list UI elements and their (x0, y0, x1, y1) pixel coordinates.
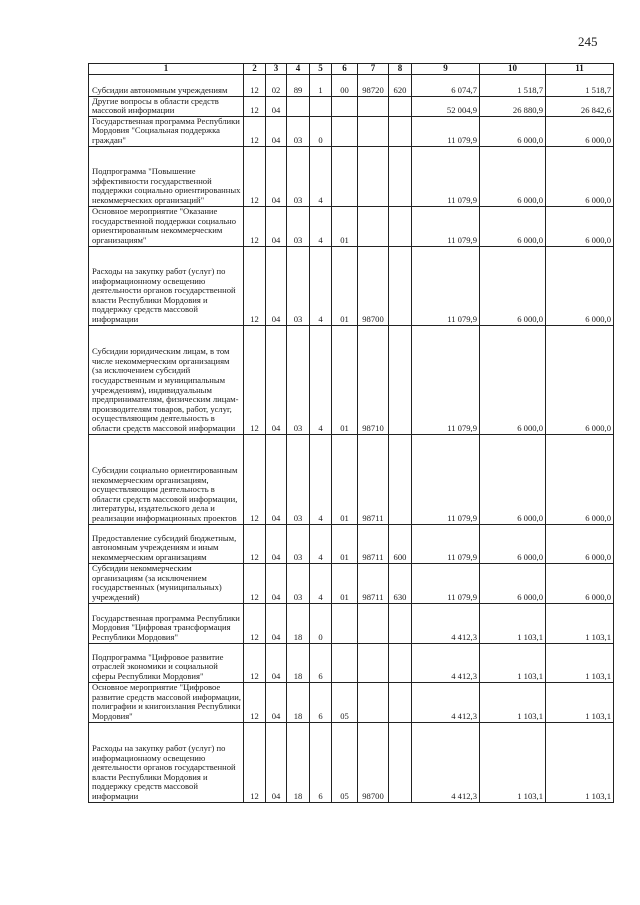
code-section: 12 (244, 206, 266, 246)
column-header: 7 (358, 64, 389, 75)
column-header: 10 (480, 64, 546, 75)
amount-col-9: 11 079,9 (412, 563, 480, 603)
table-row (89, 434, 614, 524)
amount-col-10: 26 880,9 (480, 96, 546, 116)
code-program: 18 (287, 722, 310, 802)
amount-col-9: 4 412,3 (412, 722, 480, 802)
code-section: 12 (244, 603, 266, 643)
code-subprogram: 1 (310, 74, 332, 96)
amount-col-10: 6 000,0 (480, 206, 546, 246)
amount-col-9: 11 079,9 (412, 434, 480, 524)
row-description: Расходы на закупку работ (услуг) по информационному освещению деятельности органов государственной власти Республики Мордовия и поддержку средств массовой информации (89, 246, 244, 325)
amount-col-10: 1 103,1 (480, 722, 546, 802)
row-description: Основное мероприятие "Цифровое развитие средств массовой информации, полиграфии и книгоизлания Республики Мордовия" (89, 682, 244, 722)
code-subsection: 04 (266, 643, 287, 682)
code-measure (332, 146, 358, 206)
table-row (89, 682, 614, 722)
amount-col-10: 6 000,0 (480, 434, 546, 524)
amount-col-10: 6 000,0 (480, 325, 546, 434)
code-subsection: 04 (266, 96, 287, 116)
code-direction (358, 682, 389, 722)
code-expense-type: 620 (389, 74, 412, 96)
column-header: 11 (546, 64, 614, 75)
code-program: 03 (287, 206, 310, 246)
amount-col-10: 1 103,1 (480, 603, 546, 643)
code-measure: 01 (332, 434, 358, 524)
amount-col-9: 52 004,9 (412, 96, 480, 116)
row-description: Подпрограмма "Цифровое развитие отраслей экономики и социальной сферы Республики Мордовия" (89, 643, 244, 682)
code-expense-type (389, 722, 412, 802)
row-description: Предоставление субсидий бюджетным, автономным учреждениям и иным некоммерческим организациям (89, 524, 244, 563)
code-expense-type (389, 643, 412, 682)
code-measure: 01 (332, 325, 358, 434)
amount-col-10: 6 000,0 (480, 246, 546, 325)
code-expense-type (389, 246, 412, 325)
column-header: 3 (266, 64, 287, 75)
amount-col-9: 11 079,9 (412, 206, 480, 246)
code-section: 12 (244, 116, 266, 146)
code-direction: 98711 (358, 434, 389, 524)
code-section: 12 (244, 246, 266, 325)
code-section: 12 (244, 643, 266, 682)
table-row (89, 325, 614, 434)
amount-col-11: 6 000,0 (546, 246, 614, 325)
code-direction: 98711 (358, 524, 389, 563)
code-measure (332, 643, 358, 682)
table-row (89, 524, 614, 563)
amount-col-9: 6 074,7 (412, 74, 480, 96)
amount-col-9: 11 079,9 (412, 116, 480, 146)
code-subprogram: 4 (310, 563, 332, 603)
code-direction (358, 146, 389, 206)
amount-col-11: 1 518,7 (546, 74, 614, 96)
code-program: 03 (287, 434, 310, 524)
code-subsection: 04 (266, 524, 287, 563)
code-subsection: 04 (266, 116, 287, 146)
amount-col-11: 6 000,0 (546, 116, 614, 146)
code-direction: 98720 (358, 74, 389, 96)
code-subprogram: 6 (310, 643, 332, 682)
code-program: 03 (287, 325, 310, 434)
code-subsection: 04 (266, 434, 287, 524)
row-description: Основное мероприятие "Оказание государственной поддержки социально ориентированным некоммерческим организациям" (89, 206, 244, 246)
page-number: 245 (578, 34, 598, 49)
table-row (89, 206, 614, 246)
code-subprogram: 4 (310, 524, 332, 563)
code-direction (358, 206, 389, 246)
amount-col-9: 4 412,3 (412, 643, 480, 682)
code-direction (358, 603, 389, 643)
code-subsection: 04 (266, 682, 287, 722)
code-program (287, 96, 310, 116)
amount-col-11: 6 000,0 (546, 206, 614, 246)
amount-col-9: 4 412,3 (412, 682, 480, 722)
code-measure: 01 (332, 246, 358, 325)
code-subprogram: 6 (310, 722, 332, 802)
table-row (89, 722, 614, 802)
code-expense-type (389, 682, 412, 722)
code-measure: 01 (332, 524, 358, 563)
row-description: Субсидии социально ориентированным некоммерческим организациям, осуществляющим деятельность в области средств массовой информации, литературы, издательского дела и реализации информационных проектов (89, 434, 244, 524)
code-measure (332, 116, 358, 146)
code-measure: 05 (332, 682, 358, 722)
code-section: 12 (244, 146, 266, 206)
code-subprogram: 4 (310, 325, 332, 434)
code-measure: 00 (332, 74, 358, 96)
code-subprogram: 4 (310, 246, 332, 325)
budget-table (88, 63, 614, 803)
row-description: Подпрограмма "Повышение эффективности государственной поддержки социально ориентированных некоммерческих организаций" (89, 146, 244, 206)
amount-col-10: 1 518,7 (480, 74, 546, 96)
code-expense-type (389, 116, 412, 146)
code-subsection: 04 (266, 563, 287, 603)
column-header: 2 (244, 64, 266, 75)
amount-col-11: 6 000,0 (546, 524, 614, 563)
amount-col-11: 1 103,1 (546, 682, 614, 722)
amount-col-10: 1 103,1 (480, 682, 546, 722)
code-section: 12 (244, 524, 266, 563)
table-header-row (89, 64, 614, 75)
code-section: 12 (244, 96, 266, 116)
code-expense-type (389, 603, 412, 643)
amount-col-11: 26 842,6 (546, 96, 614, 116)
code-section: 12 (244, 325, 266, 434)
code-program: 03 (287, 146, 310, 206)
code-section: 12 (244, 722, 266, 802)
table-row (89, 96, 614, 116)
amount-col-10: 1 103,1 (480, 643, 546, 682)
row-description: Другие вопросы в области средств массовой информации (89, 96, 244, 116)
amount-col-11: 6 000,0 (546, 146, 614, 206)
code-expense-type (389, 434, 412, 524)
code-expense-type (389, 146, 412, 206)
code-program: 03 (287, 246, 310, 325)
table-row (89, 146, 614, 206)
code-subprogram: 4 (310, 206, 332, 246)
code-subprogram: 4 (310, 434, 332, 524)
amount-col-9: 4 412,3 (412, 603, 480, 643)
amount-col-10: 6 000,0 (480, 524, 546, 563)
code-subsection: 04 (266, 206, 287, 246)
code-section: 12 (244, 434, 266, 524)
column-header: 5 (310, 64, 332, 75)
code-measure: 05 (332, 722, 358, 802)
column-header: 6 (332, 64, 358, 75)
amount-col-11: 1 103,1 (546, 643, 614, 682)
code-expense-type: 630 (389, 563, 412, 603)
code-subprogram: 4 (310, 146, 332, 206)
row-description: Субсидии юридическим лицам, в том числе некоммерческим организациям (за исключением субсидий государственным и муниципальным учреждениям), индивидуальным предпринимателям, физическим лицам- производителям товаров, работ, услуг, осуществляющим деятельность в области средств массовой информации (89, 325, 244, 434)
column-header: 8 (389, 64, 412, 75)
code-direction (358, 116, 389, 146)
code-program: 18 (287, 603, 310, 643)
table-row (89, 74, 614, 96)
table-row (89, 603, 614, 643)
amount-col-11: 6 000,0 (546, 325, 614, 434)
code-subprogram: 6 (310, 682, 332, 722)
code-expense-type (389, 325, 412, 434)
row-description: Государственная программа Республики Мордовия "Цифровая трансформация Республики Мордовия" (89, 603, 244, 643)
amount-col-11: 6 000,0 (546, 563, 614, 603)
code-subsection: 04 (266, 146, 287, 206)
code-subprogram: 0 (310, 603, 332, 643)
amount-col-9: 11 079,9 (412, 325, 480, 434)
column-header: 4 (287, 64, 310, 75)
amount-col-10: 6 000,0 (480, 116, 546, 146)
row-description: Государственная программа Республики Мордовия "Социальная поддержка граждан" (89, 116, 244, 146)
amount-col-11: 1 103,1 (546, 722, 614, 802)
code-measure (332, 603, 358, 643)
column-header: 9 (412, 64, 480, 75)
code-direction: 98700 (358, 246, 389, 325)
code-expense-type (389, 96, 412, 116)
code-section: 12 (244, 563, 266, 603)
code-program: 18 (287, 682, 310, 722)
amount-col-9: 11 079,9 (412, 524, 480, 563)
row-description: Субсидии некоммерческим организациям (за исключением государственных (муниципальных) учреждений) (89, 563, 244, 603)
code-subprogram: 0 (310, 116, 332, 146)
row-description: Расходы на закупку работ (услуг) по информационному освещению деятельности органов государственной власти Республики Мордовия и поддержку средств массовой информации (89, 722, 244, 802)
code-subsection: 04 (266, 246, 287, 325)
code-expense-type (389, 206, 412, 246)
code-direction (358, 96, 389, 116)
row-description: Субсидии автономным учреждениям (89, 74, 244, 96)
table-row (89, 116, 614, 146)
code-program: 89 (287, 74, 310, 96)
code-program: 03 (287, 524, 310, 563)
amount-col-9: 11 079,9 (412, 246, 480, 325)
table-row (89, 563, 614, 603)
code-subsection: 04 (266, 325, 287, 434)
code-direction: 98700 (358, 722, 389, 802)
code-program: 18 (287, 643, 310, 682)
code-subsection: 02 (266, 74, 287, 96)
code-subsection: 04 (266, 722, 287, 802)
amount-col-10: 6 000,0 (480, 146, 546, 206)
code-measure (332, 96, 358, 116)
column-header: 1 (89, 64, 244, 75)
amount-col-11: 1 103,1 (546, 603, 614, 643)
code-direction: 98711 (358, 563, 389, 603)
table-row (89, 643, 614, 682)
code-program: 03 (287, 116, 310, 146)
code-subprogram (310, 96, 332, 116)
code-section: 12 (244, 682, 266, 722)
table-row (89, 246, 614, 325)
amount-col-11: 6 000,0 (546, 434, 614, 524)
code-subsection: 04 (266, 603, 287, 643)
code-section: 12 (244, 74, 266, 96)
code-program: 03 (287, 563, 310, 603)
code-measure: 01 (332, 206, 358, 246)
code-measure: 01 (332, 563, 358, 603)
amount-col-10: 6 000,0 (480, 563, 546, 603)
amount-col-9: 11 079,9 (412, 146, 480, 206)
code-direction (358, 643, 389, 682)
code-direction: 98710 (358, 325, 389, 434)
code-expense-type: 600 (389, 524, 412, 563)
